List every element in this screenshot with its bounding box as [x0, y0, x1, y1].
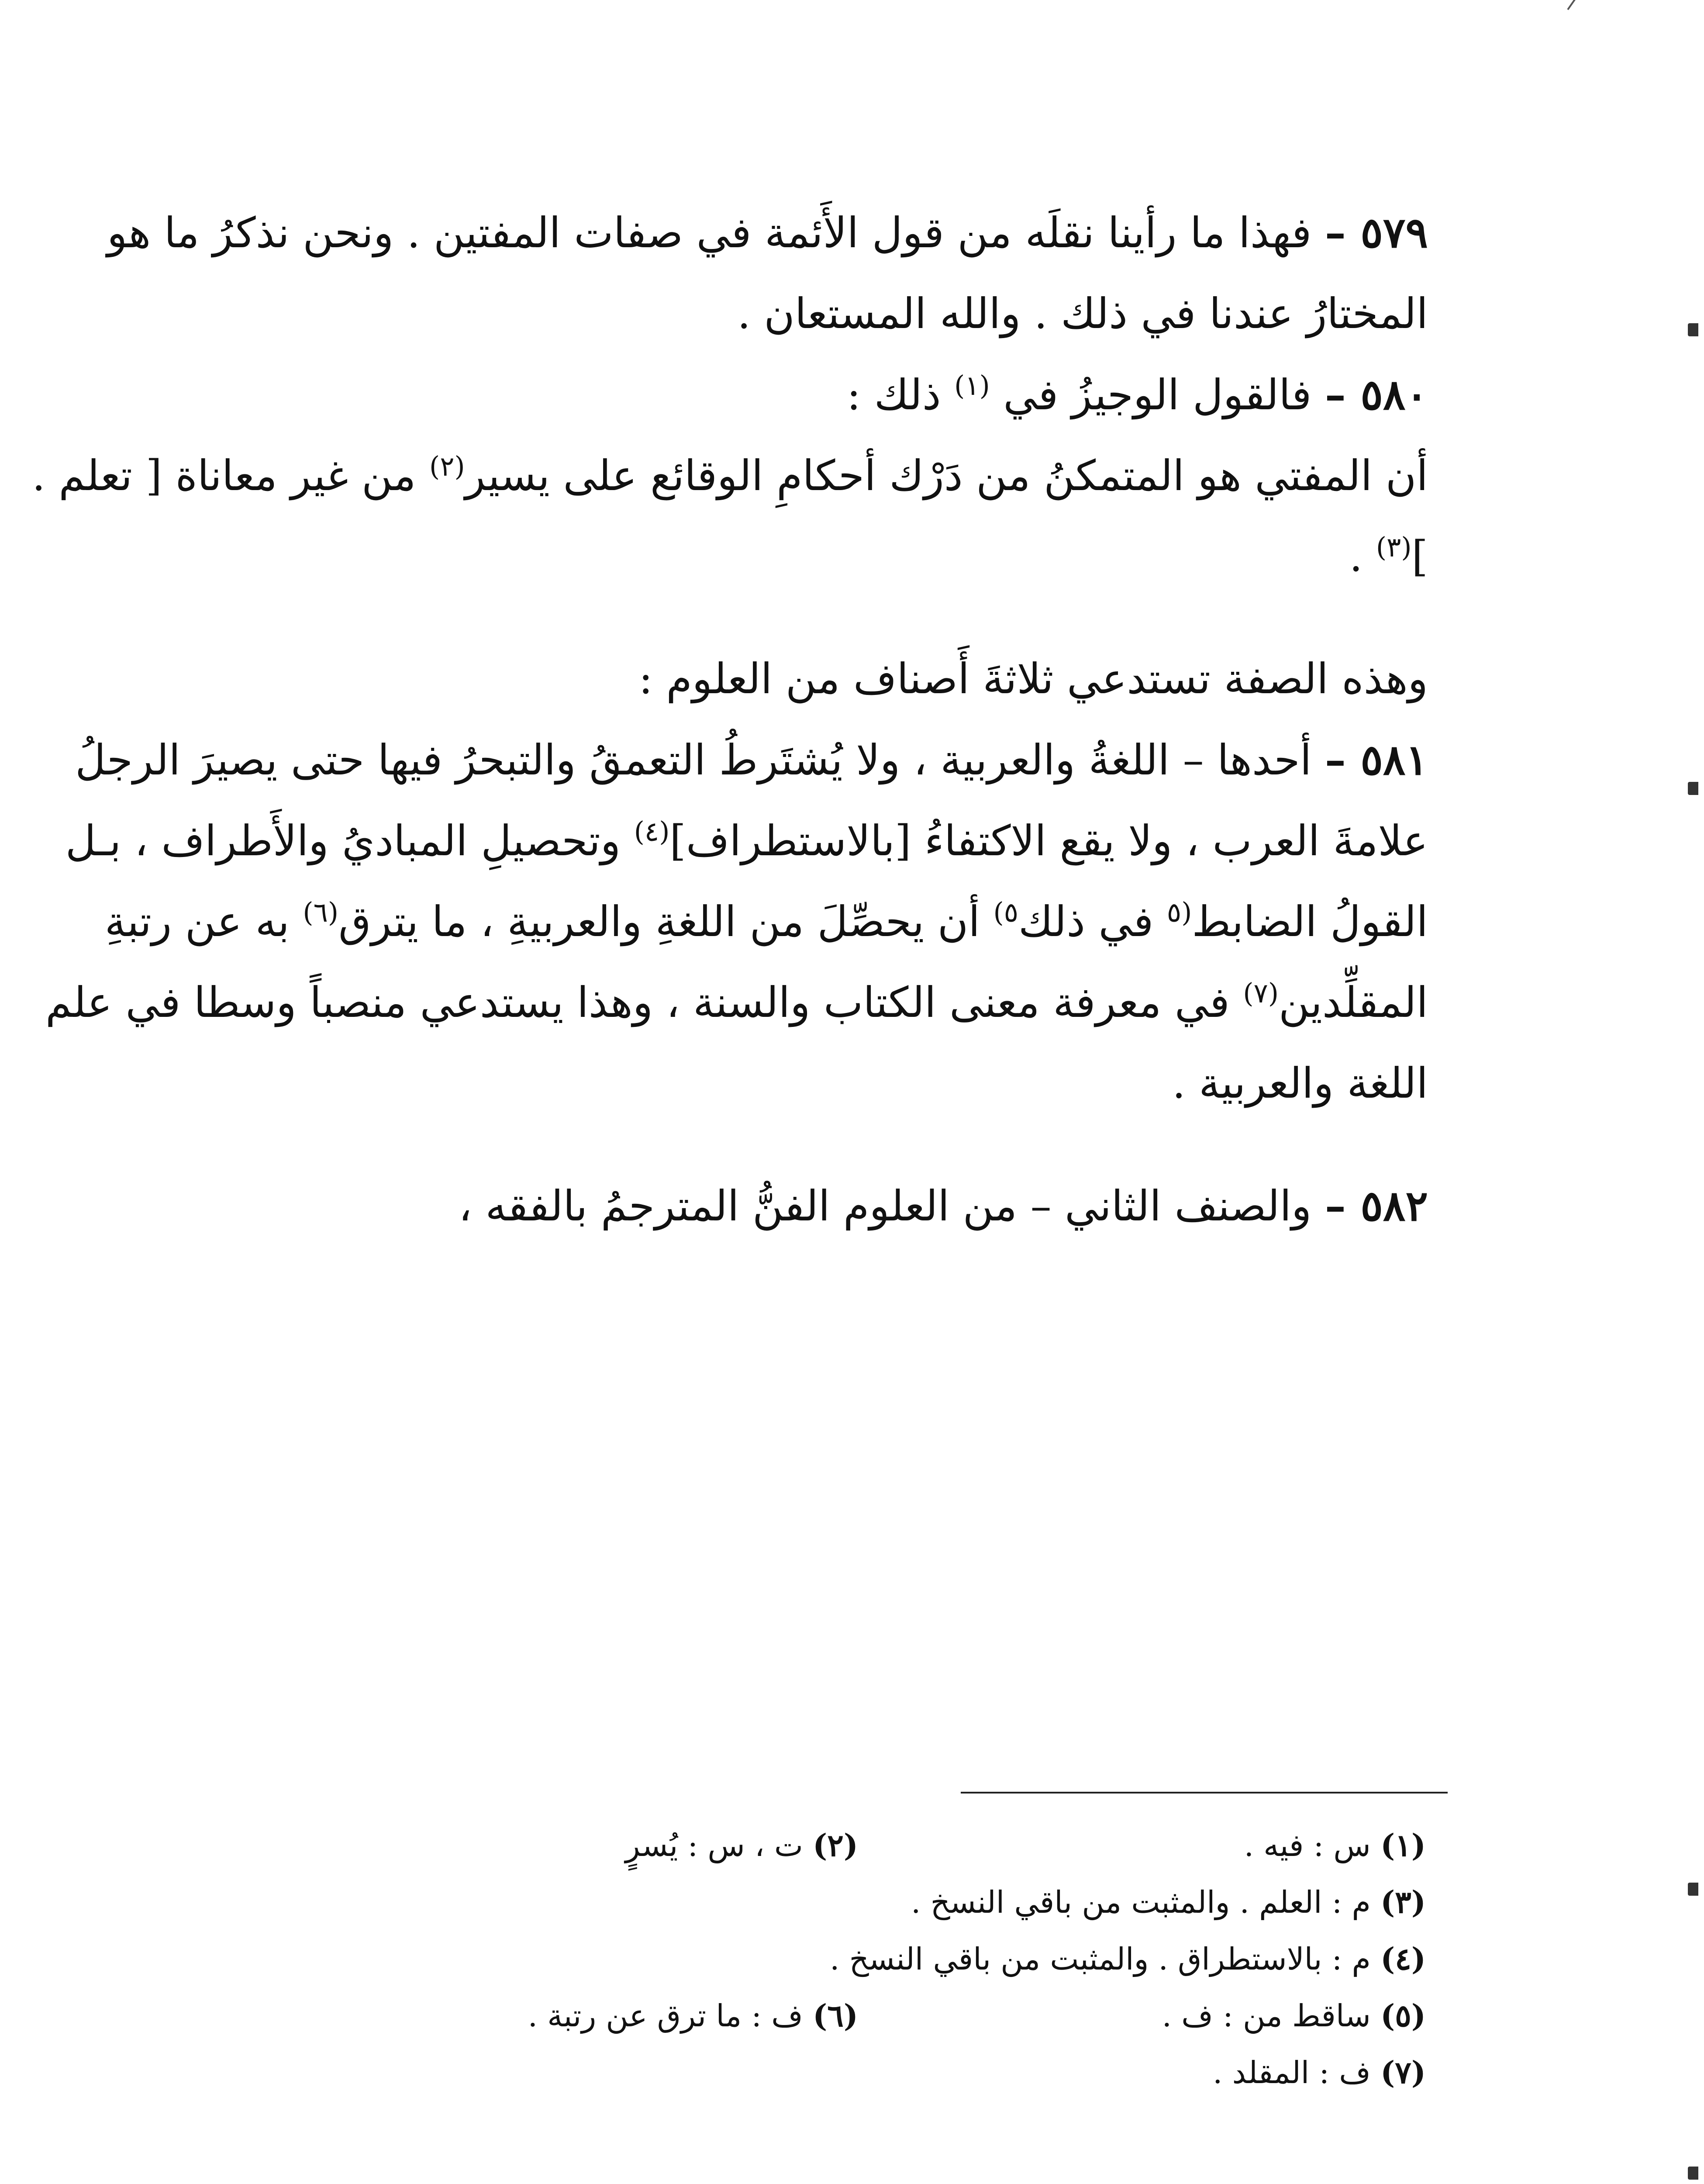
paragraph-text: وتحصيلِ المباديُ والأَطراف ، بـل القولُ الضابط [65, 816, 1428, 946]
paragraph-text: به عن رتبةِ المقلِّدين [104, 897, 1428, 1027]
footnote-ref: (٤) [634, 816, 670, 847]
paragraph-text: أحدها – اللغةُ والعربية ، ولا يُشتَرطُ التعمقُ والتبحرُ فيها حتى يصيرَ الرجلُ علامةَ العرب ، ولا يقع الاكتفاءُ [بالاستطراف] [75, 736, 1428, 865]
paragraph-582 [13, 1165, 1428, 1247]
paragraph-text: . [1349, 532, 1376, 581]
main-text-body [13, 192, 1428, 1247]
footnote-mark: (٣) [1380, 1884, 1426, 1920]
margin-binding-mark [1688, 1883, 1698, 1896]
footnote-text: م : بالاستطراق . والمثبت من باقي النسخ . [830, 1941, 1371, 1977]
footnote-text: ساقط من : ف . [1162, 1998, 1371, 2034]
paragraph-three-categories [13, 639, 1428, 719]
paragraph-text: أن يحصِّلَ من اللغةِ والعربيةِ ، ما يترق [338, 897, 993, 946]
footnote-mark: (٥) [1380, 1997, 1426, 2034]
paragraph-number: ٥٨٠ – [1325, 370, 1428, 419]
paragraph-number: ٥٧٩ – [1325, 208, 1428, 257]
footnote-2 [290, 1817, 858, 1874]
footnote-row [262, 1874, 1426, 1931]
footnote-text: ف : المقلد . [1213, 2055, 1371, 2091]
footnote-text: م : العلم . والمثبت من باقي النسخ . [911, 1884, 1371, 1920]
footnote-6 [290, 1987, 858, 2044]
paragraph-number: ٥٨٢ – [1325, 1181, 1428, 1230]
paragraph-text: فالقول الوجيزُ في [1003, 370, 1325, 419]
footnote-ref: ٥) [993, 896, 1019, 928]
paragraph-text: ذلك : [846, 370, 955, 419]
footnote-ref: (٧) [1243, 977, 1279, 1009]
margin-binding-mark [1688, 782, 1698, 795]
footnote-mark: (٢) [813, 1827, 858, 1863]
footnote-row [262, 1931, 1426, 1987]
margin-binding-mark [1688, 2167, 1698, 2180]
footnote-row [262, 1987, 1426, 2044]
footnote-ref: (١) [954, 370, 990, 401]
paragraph-definition [13, 435, 1428, 597]
footnote-ref: (٦) [303, 896, 339, 928]
footnote-mark: (٧) [1380, 2054, 1426, 2091]
footnote-mark: (٦) [813, 1997, 858, 2034]
footnote-ref: (٥ [1166, 896, 1192, 928]
footnote-text: ف : ما ترق عن رتبة . [528, 1998, 803, 2034]
paragraph-text: في ذلك [1018, 897, 1167, 946]
paragraph-580 [13, 354, 1428, 435]
footnote-5 [858, 1987, 1426, 2044]
footnote-row [262, 1817, 1426, 1874]
corner-pencil-mark [1567, 0, 1596, 10]
paragraph-581 [13, 719, 1428, 1124]
paragraph-text: والصنف الثاني – من العلوم الفنُّ المترجمُ بالفقه ، [459, 1182, 1325, 1230]
footnote-row [262, 2044, 1426, 2101]
footnote-3 [911, 1874, 1426, 1931]
paragraph-number: ٥٨١ – [1325, 735, 1428, 784]
margin-binding-mark [1688, 323, 1698, 336]
paragraph-text: أن المفتي هو المتمكنُ من دَرْك أحكامِ الوقائع على يسير [465, 451, 1428, 500]
paragraph-text: وهذه الصفة تستدعي ثلاثةَ أَصناف من العلوم : [638, 654, 1428, 703]
footnote-ref: (٢) [429, 450, 465, 482]
footnote-mark: (٤) [1380, 1941, 1426, 1977]
paragraph-579 [13, 192, 1428, 354]
paragraph-text: في معرفة معنى الكتاب والسنة ، وهذا يستدعي منصباً وسطا في علم اللغة والعربية . [45, 978, 1428, 1108]
footnote-mark: (١) [1380, 1827, 1426, 1863]
footnote-text: ت ، س : يُسرٍ [625, 1828, 803, 1863]
footnote-1 [858, 1817, 1426, 1874]
footnote-text: س : فيه . [1244, 1828, 1371, 1863]
footnote-ref: (٣) [1376, 531, 1412, 563]
footnote-4 [830, 1931, 1426, 1987]
footnote-7 [1213, 2044, 1426, 2101]
paragraph-text: فهذا ما رأينا نقلَه من قول الأَئمة في صفات المفتين . ونحن نذكرُ ما هو المختارُ عندنا في ذلك . والله المستعان . [107, 208, 1428, 338]
footnote-separator [961, 1792, 1448, 1794]
paragraph-text: من غير معاناة [ تعلم . ] [32, 451, 1428, 581]
footnotes-section [262, 1817, 1426, 2101]
